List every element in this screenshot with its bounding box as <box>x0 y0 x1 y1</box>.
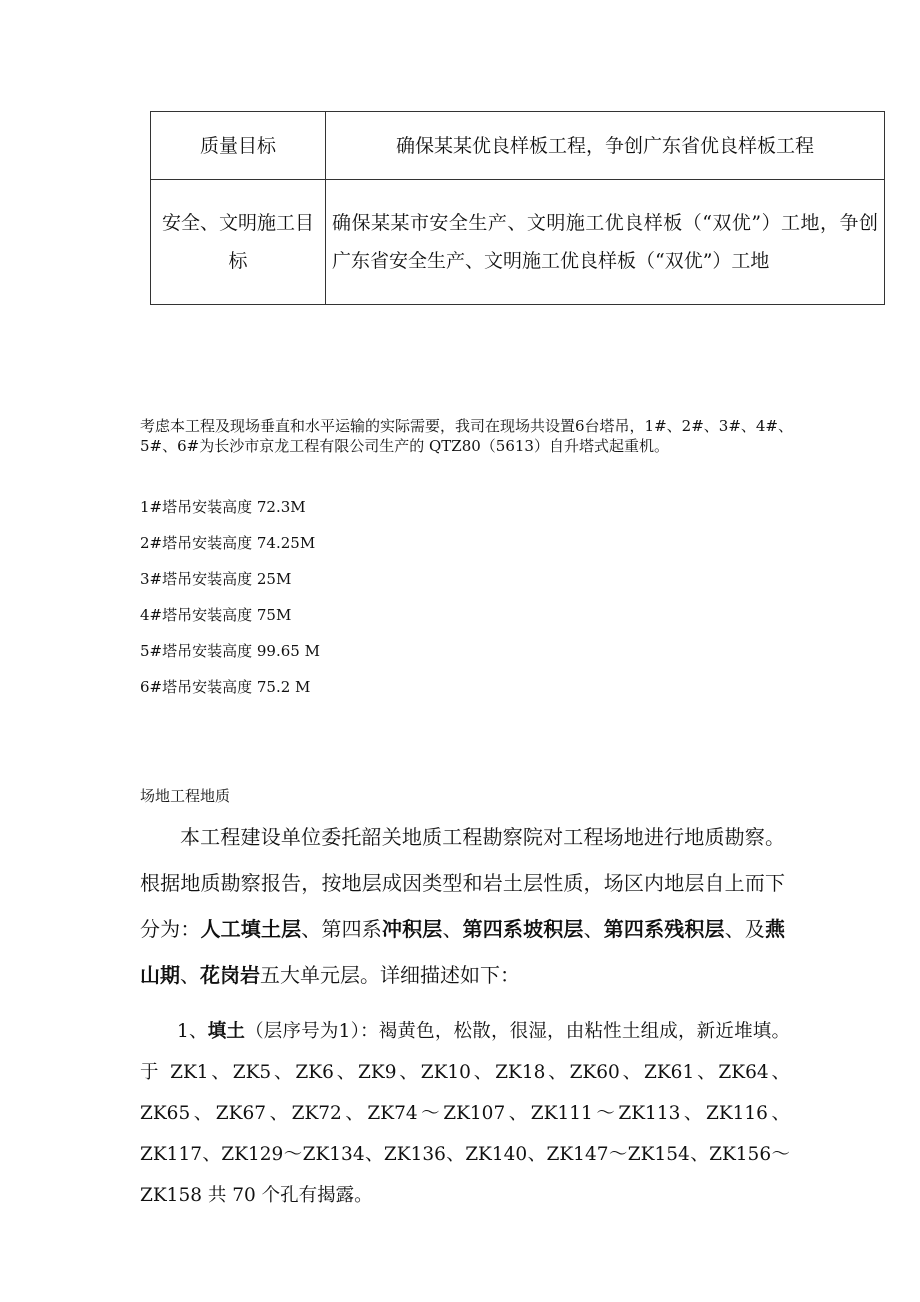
emphasis: 燕山期 <box>140 917 786 987</box>
safety-goal-value: 确保某某市安全生产、文明施工优良样板（“双优”）工地，争创广东省安全生产、文明施工优良样板（“双优”）工地 <box>326 180 885 305</box>
text-run: 、 <box>583 917 604 941</box>
quality-goal-value: 确保某某优良样板工程，争创广东省优良样板工程 <box>326 112 885 180</box>
fill-layer-paragraph <box>140 1011 790 1216</box>
emphasis: 填土 <box>207 1021 246 1042</box>
list-item: 5#塔吊安装高度 99.65 M <box>140 642 320 660</box>
list-item: 3#塔吊安装高度 25M <box>140 570 292 588</box>
section-title: 场地工程地质 <box>140 787 231 805</box>
crane-intro: 考虑本工程及现场垂直和水平运输的实际需要，我司在现场共设置6台塔吊，1#、2#、3#、4#、5#、6#为长沙市京龙工程有限公司生产的 QTZ80（5613）自升塔式起重机。 <box>140 417 793 455</box>
quality-goal-label: 质量目标 <box>151 112 326 180</box>
goals-table <box>150 111 885 305</box>
text-run: 五大单元层。详细描述如下： <box>260 963 520 987</box>
text-run: 、第四系 <box>301 917 382 941</box>
list-item: 1#塔吊安装高度 72.3M <box>140 498 306 516</box>
text-run: （层序号为1）：褐黄色，松散，很湿，由粘性土组成，新近堆填。于 ZK1、ZK5、ZK6、ZK9、ZK10、ZK18、ZK60、ZK61、ZK64、ZK65、ZK67、ZK72、ZK74～ZK107、ZK111～ZK113、ZK116、ZK117、ZK129～ZK134、ZK136、ZK140、ZK147～ZK154、ZK156～ZK158 共 70 个孔有揭露。 <box>140 1021 790 1206</box>
text-run: 、 <box>442 917 463 941</box>
safety-goal-label: 安全、文明施工目标 <box>151 180 326 305</box>
emphasis: 人工填土层 <box>200 917 302 941</box>
list-item: 4#塔吊安装高度 75M <box>140 606 292 624</box>
geology-paragraph <box>140 814 785 998</box>
list-item: 6#塔吊安装高度 75.2 M <box>140 678 311 696</box>
emphasis: 花岗岩 <box>200 963 260 987</box>
table-row <box>151 180 885 305</box>
list-item: 2#塔吊安装高度 74.25M <box>140 534 316 552</box>
emphasis: 第四系残积层 <box>603 917 725 941</box>
text-run: 本工程建设单位委托韶关地质工程勘察院对工程场地进行地质勘察。根据地质勘察报告，按地层成因类型和岩土层性质，场区内地层自上而下分为： <box>140 825 785 941</box>
text-run: 、 <box>180 963 200 987</box>
emphasis: 第四系坡积层 <box>462 917 584 941</box>
table-row <box>151 112 885 180</box>
crane-height-list <box>140 494 320 710</box>
text-run: 、及 <box>724 917 766 941</box>
text-run: 1、 <box>177 1021 208 1042</box>
emphasis: 冲积层 <box>381 917 443 941</box>
